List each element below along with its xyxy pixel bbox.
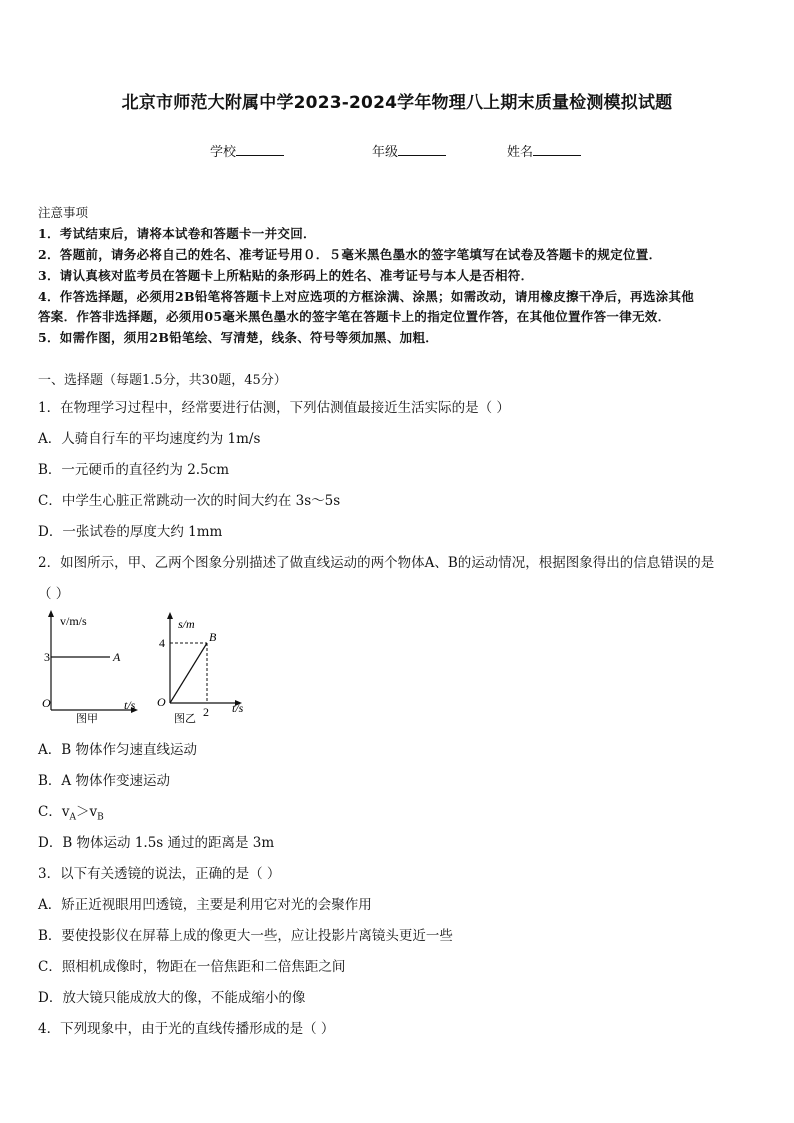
school-field — [210, 141, 284, 160]
option-c-sub-b: B — [97, 812, 104, 823]
notice-item: 2．答题前，请务必将自己的姓名、准考证号用０．５毫米黑色墨水的签字笔填写在试卷及答题卡的规定位置． — [38, 247, 662, 262]
y-axis-arrow — [48, 610, 54, 617]
question-3-option-c: C．照相机成像时，物距在一倍焦距和二倍焦距之间 — [38, 959, 346, 975]
notice-heading: 注意事项 — [38, 205, 89, 220]
school-label: 学校 — [210, 145, 237, 160]
name-label: 姓名 — [507, 145, 534, 160]
y-axis-label: s/m — [178, 617, 195, 631]
notice-item: 3．请认真核对监考员在答题卡上所粘贴的条形码上的姓名、准考证号与本人是否相符． — [38, 268, 534, 283]
name-blank — [533, 143, 581, 156]
grade-label: 年级 — [372, 145, 399, 160]
question-1-option-c: C．中学生心脏正常跳动一次的时间大约在 3s～5s — [38, 493, 341, 509]
school-blank — [236, 143, 284, 156]
option-c-sub-a: A — [69, 812, 76, 823]
graph-caption: 图甲 — [76, 713, 98, 725]
notice-item: 1．考试结束后，请将本试卷和答题卡一并交回． — [38, 226, 316, 241]
question-2-option-d: D．B 物体运动 1.5s 通过的距离是 3m — [38, 835, 275, 851]
option-c-mid: ＞v — [75, 804, 98, 820]
point-b-label: B — [209, 630, 217, 644]
origin-label: O — [42, 696, 51, 710]
graph-caption: 图乙 — [174, 713, 196, 725]
question-2-option-b: B．A 物体作变速运动 — [38, 773, 170, 789]
y-tick-label: 3 — [44, 650, 50, 664]
question-2-option-a: A．B 物体作匀速直线运动 — [38, 742, 197, 758]
name-field — [507, 141, 581, 160]
question-1-option-d: D．一张试卷的厚度大约 1mm — [38, 524, 223, 540]
x-axis-label: t/s — [232, 701, 244, 715]
velocity-time-graph — [36, 606, 146, 728]
y-tick-label: 4 — [159, 636, 165, 650]
grade-field — [372, 141, 446, 160]
option-c-prefix: C．v — [38, 804, 70, 820]
grade-blank — [398, 143, 446, 156]
notice-item: 答案．作答非选择题，必须用05毫米黑色墨水的签字笔在答题卡上的指定位置作答，在其他位置作答一律无效． — [38, 309, 671, 324]
x-axis-label: t/s — [124, 698, 136, 712]
question-2-stem-bracket: （ ） — [38, 586, 70, 602]
notice-item: 5．如需作图，须用2B铅笔绘、写清楚，线条、符号等须加黑、加粗． — [38, 330, 439, 345]
question-3-option-b: B．要使投影仪在屏幕上成的像更大一些，应让投影片离镜头更近一些 — [38, 928, 453, 944]
exam-title: 北京市师范大附属中学2023-2024学年物理八上期末质量检测模拟试题 — [121, 93, 673, 113]
section-heading: 一、选择题（每题1.5分，共30题，45分） — [38, 373, 287, 388]
question-1-stem: 1．在物理学习过程中，经常要进行估测，下列估测值最接近生活实际的是（ ） — [38, 400, 510, 416]
question-2-stem: 2．如图所示，甲、乙两个图象分别描述了做直线运动的两个物体A、B的运动情况，根据图象得出的信息错误的是 — [38, 555, 715, 571]
origin-label: O — [157, 695, 166, 709]
y-axis-arrow — [167, 612, 173, 619]
line-a-label: A — [113, 650, 121, 664]
x-tick-label: 2 — [203, 705, 209, 719]
question-4-stem: 4．下列现象中，由于光的直线传播形成的是（ ） — [38, 1021, 335, 1037]
question-3-option-d: D．放大镜只能成放大的像，不能成缩小的像 — [38, 990, 306, 1006]
line-b — [170, 643, 207, 703]
question-1-option-b: B．一元硬币的直径约为 2.5cm — [38, 462, 230, 478]
question-3-option-a: A．矫正近视眼用凹透镜，主要是利用它对光的会聚作用 — [38, 897, 372, 913]
y-axis-label: v/m/s — [60, 614, 87, 628]
question-1-option-a: A．人骑自行车的平均速度约为 1m/s — [38, 431, 261, 447]
displacement-time-graph — [152, 606, 252, 728]
question-2-option-c — [38, 800, 104, 823]
question-3-stem: 3．以下有关透镜的说法，正确的是（ ） — [38, 866, 281, 882]
notice-item: 4．作答选择题，必须用2B铅笔将答题卡上对应选项的方框涂满、涂黑；如需改动，请用橡皮擦干净后，再选涂其他 — [38, 289, 695, 304]
